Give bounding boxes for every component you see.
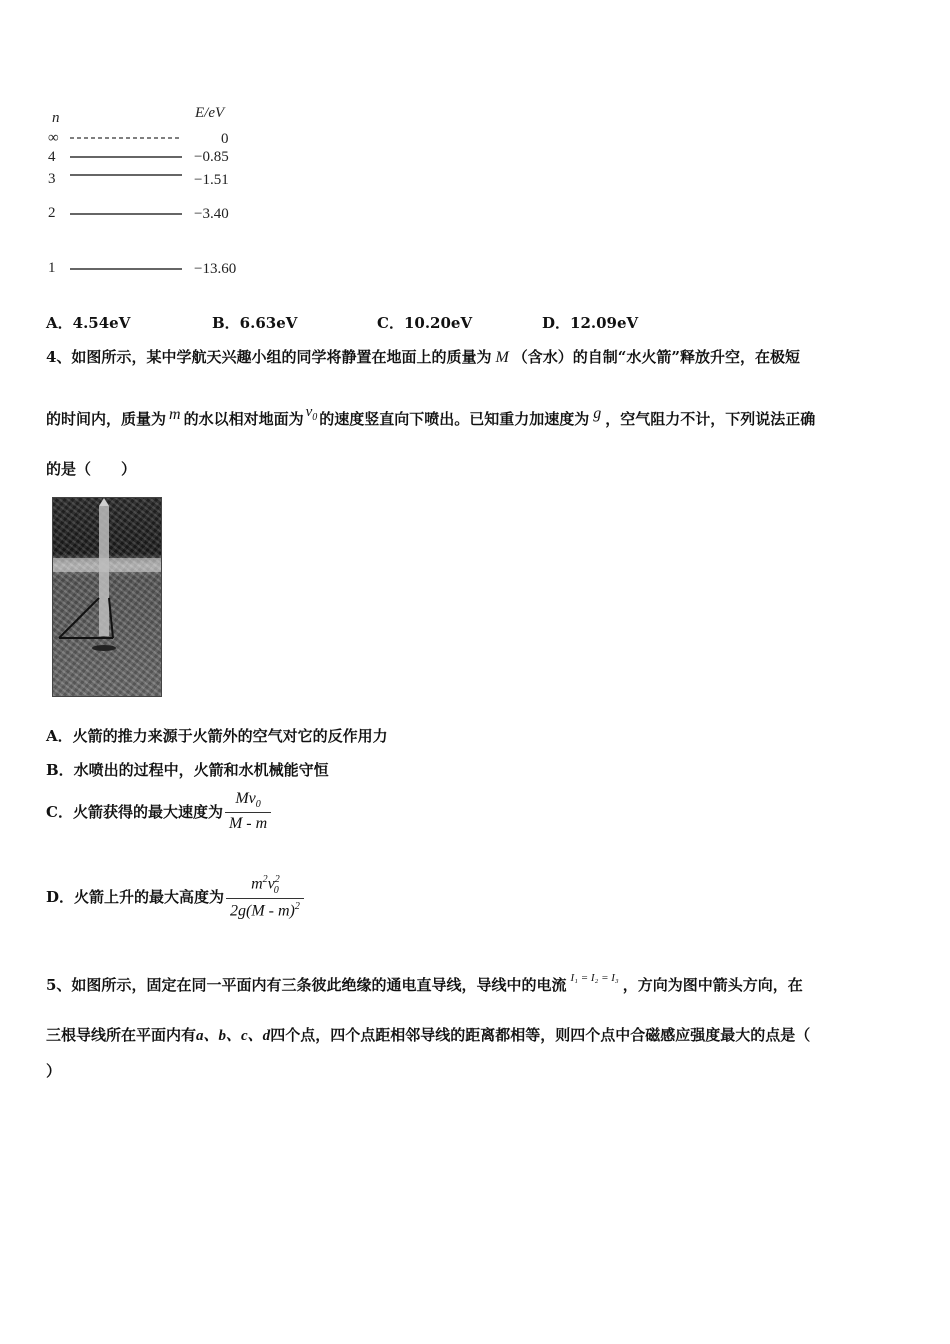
q4-option-c[interactable]: C．火箭获得的最大速度为 $\frac{Mv_0}{M - m}$ (46, 790, 271, 833)
q5-stem-line-2: 三根导线所在平面内有a、b、c、d四个点，四个点距相邻导线的距离都相等，则四个点中合磁感应强度最大的点是（ (46, 1026, 811, 1044)
var-M: M (495, 349, 509, 366)
level-e-2: −3.40 (194, 206, 229, 222)
q3-option-c[interactable]: C．10.20eV (377, 314, 473, 332)
water-rocket-photo (52, 497, 162, 697)
energy-axis-label: E/eV (195, 105, 225, 121)
q4-stem-line-2: 的时间内，质量为 m 的水以相对地面为 $v_0$ 的速度竖直向下喷出。已知重力加速度为 g ，空气阻力不计，下列说法正确 (46, 404, 816, 428)
var-m: m (169, 406, 181, 423)
q3-option-a[interactable]: A．4.54eV (46, 314, 131, 332)
q3-option-b[interactable]: B．6.63eV (212, 314, 298, 332)
q4-option-b[interactable]: B．水喷出的过程中，火箭和水机械能守恒 (46, 761, 329, 779)
var-g: g (593, 405, 602, 422)
level-n-1: 1 (48, 260, 56, 276)
level-e-inf: 0 (221, 131, 229, 147)
level-e-3: −1.51 (194, 172, 229, 188)
level-e-1: −13.60 (194, 261, 237, 277)
q5-stem-line-1: 5、如图所示，固定在同一平面内有三条彼此绝缘的通电直导线，导线中的电流 $^{I_1 = I_2 = I_3}$ ，方向为图中箭头方向，在 (46, 972, 803, 994)
q4-stem-line-3: 的是（ ） (46, 460, 137, 478)
q4-option-d[interactable]: D．火箭上升的最大高度为 $\frac{m^2v^2_0}{2g(M - m)^2}$ (46, 874, 304, 920)
q4-stem-line-1: 4、如图所示，某中学航天兴趣小组的同学将静置在地面上的质量为 M （含水）的自制“水火箭”释放升空，在极短 (46, 348, 801, 366)
option-c-fraction: $\frac{Mv_0}{M - m}$ (225, 790, 271, 833)
point-labels: a、b、c、d (196, 1028, 271, 1044)
level-n-3: 3 (48, 171, 56, 187)
option-d-fraction: $\frac{m^2v^2_0}{2g(M - m)^2}$ (226, 874, 304, 920)
q3-option-d[interactable]: D．12.09eV (542, 314, 639, 332)
n-axis-label: n (52, 110, 60, 126)
q4-option-a[interactable]: A．火箭的推力来源于火箭外的空气对它的反作用力 (46, 727, 388, 745)
q5-stem-line-3: ） (46, 1062, 62, 1080)
water-rocket-illustration (53, 498, 161, 696)
level-n-2: 2 (48, 205, 56, 221)
var-v0: $v_0$ (305, 404, 318, 423)
level-n-4: 4 (48, 149, 56, 165)
current-expression: I₁ = I₂ = I₃ (570, 972, 619, 984)
level-n-inf: ∞ (48, 130, 59, 146)
level-e-4: −0.85 (194, 149, 229, 165)
energy-level-diagram (40, 100, 270, 290)
